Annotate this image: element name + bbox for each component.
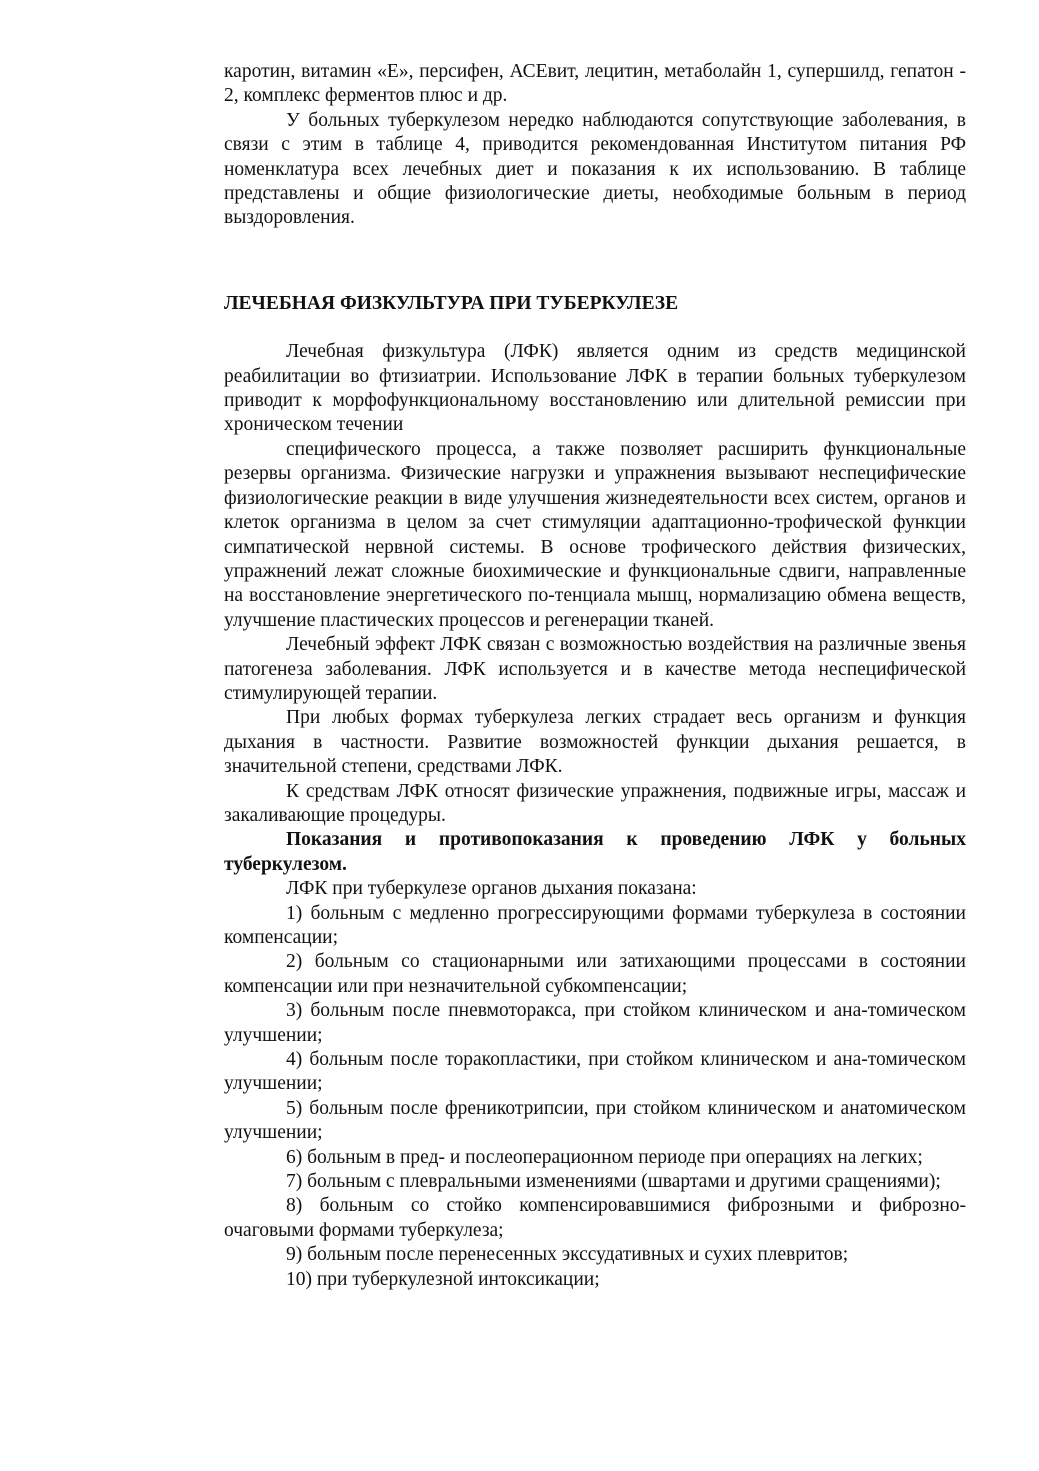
spacer (224, 231, 966, 292)
section-heading: ЛЕЧЕБНАЯ ФИЗКУЛЬТУРА ПРИ ТУБЕРКУЛЕЗЕ (224, 292, 679, 314)
spacer (224, 316, 966, 340)
list-item: 9) больным после перенесенных экссудативных и сухих плевритов; (286, 1244, 849, 1266)
list-item: 4) больным после торакопластики, при стойком клиническом и ана-томическом улучшении; (224, 1049, 966, 1095)
paragraph-lfk-pathogenesis: Лечебный эффект ЛФК связан с возможностью воздействия на различные звенья патогенеза заболевания. ЛФК используется и в качестве метода неспецифической стимулирующей терапии. (224, 634, 966, 704)
list-item: 5) больным после френикотрипсии, при стойком клиническом и анатомическом улучшении; (224, 1097, 966, 1144)
list-item: 1) больным с медленно прогрессирующими формами туберкулеза в состоянии компенсации; (224, 902, 966, 948)
paragraph-lfk-effects: специфического процесса, а также позволяет расширить функциональные резервы организма. Физические нагрузки и упражнения вызывают неспецифические физиологические реакции в виде улучшения жизнедеятельности всех систем, органов и клеток организма в целом за счет стимуляции адаптационно-трофической функции симпатической нервной системы. В основе трофического действия физических, упражнений лежат сложные биохимические и функциональные сдвиги, направленные на восстановление энергетического по-тенциала мышц, нормализацию обмена веществ, улучшение пластических процессов и регенерации тканей. (224, 438, 966, 631)
list-item: 6) больным в пред- и послеоперационном периоде при операциях на легких; (286, 1146, 923, 1168)
list-intro: ЛФК при туберкулезе органов дыхания показана: (286, 878, 697, 900)
paragraph-lfk-intro: Лечебная физкультура (ЛФК) является одним из средств медицинской реабилитации во фтизиатрии. Использование ЛФК в терапии больных туберкулезом приводит к морфофункциональному восстановлению или длительной ремиссии при хроническом течении (224, 341, 966, 436)
paragraph-continuation: каротин, витамин «Е», персифен, АСЕвит, лецитин, метаболайн 1, супершилд, гепатон - 2, комплекс ферментов плюс и др. (224, 61, 966, 107)
list-item: 7) больным с плевральными изменениями (швартами и другими сращениями); (286, 1171, 941, 1193)
document-page (224, 60, 966, 1292)
list-item: 2) больным со стационарными или затихающими процессами в состоянии компенсации или при незначительной субкомпенсации; (224, 951, 966, 997)
paragraph-lfk-means: К средствам ЛФК относят физические упражнения, подвижные игры, массаж и закаливающие процедуры. (224, 780, 966, 826)
list-item: 3) больным после пневмоторакса, при стойком клиническом и ана-томическом улучшении; (224, 1000, 966, 1046)
subheading-indications: Показания и противопоказания к проведению ЛФК у больных туберкулезом. (224, 829, 966, 875)
paragraph-lfk-breathing: При любых формах туберкулеза легких страдает весь организм и функция дыхания в частности. Развитие возможностей функции дыхания решается, в значительной степени, средствами ЛФК. (224, 707, 966, 778)
paragraph-comorbidities: У больных туберкулезом нередко наблюдаются сопутствующие заболевания, в связи с этим в таблице 4, приводится рекомендованная Институтом питания РФ номенклатура всех лечебных диет и показания к их использованию. В таблице представлены и общие физиологические диеты, необходимые больным в период выздоровления. (224, 109, 966, 229)
list-item: 8) больным со стойко компенсировавшимися фиброзными и фиброзно-очаговыми формами туберкулеза; (224, 1195, 966, 1241)
list-item: 10) при туберкулезной интоксикации; (286, 1268, 600, 1290)
